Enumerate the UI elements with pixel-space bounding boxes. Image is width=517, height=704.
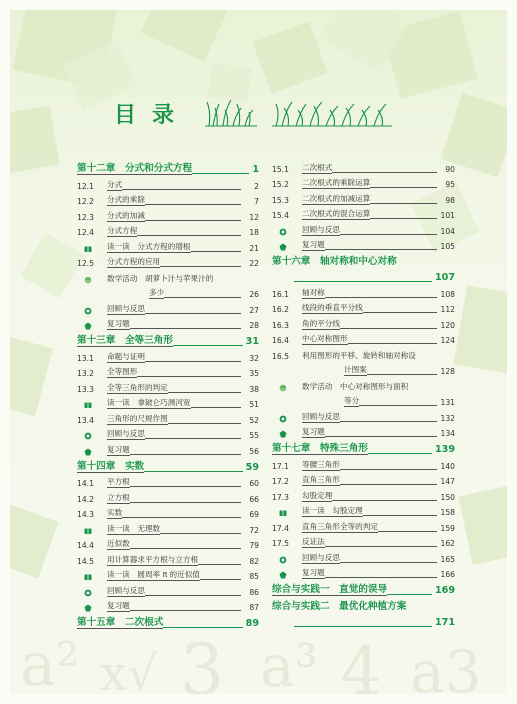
toc-entry-title: 复习题: [107, 601, 130, 610]
toc-page-number: 12: [249, 212, 259, 222]
toc-leader: [340, 328, 437, 329]
toc-entry-title: 回顾与反思: [302, 411, 340, 421]
review-icon: [83, 432, 93, 440]
toc-page-number: 150: [440, 492, 455, 502]
toc-leader: [359, 405, 437, 406]
toc-leader: [160, 533, 241, 534]
toc-leader: [168, 392, 241, 393]
toc-section-number: 16.2: [272, 305, 289, 314]
toc-chapter-title: 综合与实践二 最优化种植方案: [272, 601, 407, 612]
toc-page-number: 162: [440, 539, 455, 548]
exercise-icon: [278, 571, 288, 579]
toc-entry[interactable]: [77, 175, 259, 191]
read-icon: [83, 573, 93, 581]
toc-page-number: 86: [249, 587, 259, 597]
toc-page-number: 98: [445, 195, 455, 205]
toc-entry-title: 数学活动 中心对称图形与面积: [302, 381, 409, 391]
toc-chapter[interactable]: [77, 456, 259, 473]
toc-entry-title: 实数: [107, 508, 123, 517]
toc-entry[interactable]: [272, 486, 455, 502]
toc-page-number: 147: [440, 477, 455, 486]
toc-leader: [137, 376, 241, 377]
toc-entry[interactable]: [272, 205, 455, 221]
toc-entry[interactable]: [272, 517, 455, 533]
toc-page-number: 159: [440, 523, 455, 533]
toc-entry-title: 轴对称: [302, 287, 325, 297]
toc-entry-title: 复习题: [107, 319, 130, 328]
toc-chapter-title: 第十三章 全等三角形: [77, 332, 173, 347]
toc-entry-title: 分式方程: [107, 226, 138, 235]
toc-page-number: 32: [249, 353, 259, 363]
toc-leader: [332, 500, 437, 501]
toc-page-number: 120: [440, 320, 455, 330]
toc-entry[interactable]: [272, 220, 455, 236]
exercise-icon: [278, 243, 288, 251]
toc-page-number: 66: [249, 494, 259, 504]
toc-page-number: 95: [445, 180, 455, 189]
svg-text:3: 3: [180, 629, 225, 694]
toc-entry-title: 近似数: [107, 539, 130, 548]
toc-page-number: 51: [249, 400, 259, 409]
toc-entry-title: 勾股定理: [302, 490, 333, 500]
toc-leader: [130, 328, 241, 329]
toc-entry[interactable]: [272, 361, 455, 377]
toc-entry[interactable]: [77, 550, 259, 566]
toc-leader: [340, 562, 437, 563]
toc-section-number: 16.3: [272, 320, 289, 330]
exercise-icon: [83, 322, 93, 330]
toc-entry-title: 直角三角形: [302, 475, 340, 484]
toc-page-number: 105: [440, 242, 455, 251]
toc-section-number: 14.5: [77, 556, 94, 566]
toc-leader: [130, 610, 241, 611]
toc-entry[interactable]: [77, 535, 259, 551]
toc-leader: [370, 187, 437, 188]
toc-entry[interactable]: [272, 236, 455, 252]
toc-entry[interactable]: [272, 174, 455, 190]
toc-entry-title: 读一读 无理数: [107, 523, 161, 533]
toc-entry[interactable]: [77, 394, 259, 410]
toc-leader: [332, 172, 437, 173]
toc-page-number: 128: [440, 367, 455, 376]
exercise-icon: [83, 448, 93, 456]
toc-page-number: 27: [249, 305, 259, 315]
toc-page-number: 166: [440, 570, 455, 579]
toc-section-number: 14.1: [77, 479, 94, 488]
toc-page-number: 169: [434, 585, 455, 596]
toc-entry-title: 分式的乘除: [107, 195, 145, 204]
toc-entry[interactable]: [272, 330, 455, 346]
toc-entry-title: 直角三角形全等的判定: [302, 521, 378, 531]
toc-page-number: 87: [249, 603, 259, 612]
toc-section-number: 16.5: [272, 351, 289, 361]
toc-entry-title: 中心对称图形: [302, 334, 348, 343]
toc-entry-title: 读一读 勾股定理: [302, 506, 363, 515]
review-icon: [278, 556, 288, 564]
toc-chapter[interactable]: [77, 330, 259, 347]
toc-section-number: 17.1: [272, 461, 289, 471]
toc-entry[interactable]: [77, 488, 259, 504]
toc-chapter-title: 综合与实践一 直觉的误导: [272, 581, 387, 596]
read-icon: [278, 509, 288, 517]
toc-entry[interactable]: [77, 284, 259, 300]
exercise-icon: [83, 604, 93, 612]
toc-page-number: 22: [249, 259, 259, 268]
toc-leader: [368, 453, 432, 454]
toc-leader: [340, 234, 437, 235]
toc-page-number: 21: [249, 243, 259, 253]
exercise-icon: [278, 430, 288, 438]
toc-entry[interactable]: [272, 299, 455, 315]
toc-leader: [164, 297, 241, 298]
toc-entry[interactable]: [272, 345, 455, 361]
toc-entry[interactable]: [77, 566, 259, 582]
toc-section-number: 15.2: [272, 180, 289, 189]
toc-page-number: 85: [249, 572, 259, 581]
toc-entry[interactable]: [77, 299, 259, 315]
toc-chapter-title: 第十四章 实数: [77, 458, 144, 473]
review-icon: [83, 307, 93, 315]
toc-page-number: 28: [249, 321, 259, 330]
toc-section-number: 16.1: [272, 289, 289, 299]
toc-leader: [145, 204, 241, 205]
activity-icon: [83, 276, 93, 284]
toc-entry-title: 读一读 拿破仑巧测河宽: [107, 398, 191, 407]
toc-leader: [294, 626, 432, 627]
toc-entry-title: 回顾与反思: [302, 224, 340, 234]
toc-entry-title: 回顾与反思: [107, 429, 145, 438]
toc-page-number: 60: [249, 479, 259, 488]
toc-leader: [145, 361, 241, 362]
toc-page-number: 35: [249, 369, 259, 378]
toc-page-number: 1: [252, 164, 259, 175]
toc-leader: [348, 343, 437, 344]
toc-section-number: 12.2: [77, 197, 94, 206]
toc-leader: [163, 627, 242, 628]
svg-text:a3: a3: [410, 638, 482, 694]
toc-entry-title: 反证法: [302, 537, 325, 546]
toc-leader: [325, 436, 437, 437]
toc-entry[interactable]: [77, 378, 259, 394]
toc-entry[interactable]: [272, 407, 455, 423]
toc-entry[interactable]: [77, 315, 259, 331]
toc-chapter[interactable]: [77, 158, 259, 175]
toc-entry-title: 全等三角形的判定: [107, 382, 168, 392]
toc-entry-title: 等分: [344, 396, 360, 405]
toc-entry[interactable]: [272, 533, 455, 549]
grass-decoration-icon: [272, 96, 392, 128]
toc-entry[interactable]: [77, 440, 259, 456]
toc-entry-title: 立方根: [107, 492, 130, 502]
toc-page-number: 89: [245, 618, 259, 629]
toc-section-number: 13.2: [77, 369, 94, 378]
toc-entry[interactable]: [272, 314, 455, 330]
toc-entry[interactable]: [77, 409, 259, 425]
grass-decoration-icon: [205, 94, 257, 128]
toc-leader: [325, 249, 437, 250]
toc-leader: [144, 471, 242, 472]
toc-entry-title: 等腰三角形: [302, 459, 340, 469]
toc-section-number: 14.2: [77, 494, 94, 504]
toc-leader: [363, 515, 437, 516]
toc-chapter-page-row: [272, 612, 455, 628]
toc-entry[interactable]: [77, 581, 259, 597]
toc-entry-title: 计图案: [344, 365, 367, 374]
toc-entry[interactable]: [77, 253, 259, 269]
toc-section-number: 14.4: [77, 541, 94, 550]
toc-leader: [191, 251, 241, 252]
toc-entry-title: 二次根式的混合运算: [302, 209, 371, 218]
toc-leader: [145, 220, 241, 221]
toc-section-number: 17.5: [272, 539, 289, 548]
toc-page-number: 165: [440, 554, 455, 564]
toc-entry[interactable]: [272, 392, 455, 408]
toc-page-number: 26: [249, 290, 259, 299]
toc-leader: [137, 235, 241, 236]
toc-entry-title: 回顾与反思: [107, 585, 145, 595]
toc-leader: [145, 313, 241, 314]
toc-page-number: 108: [440, 289, 455, 299]
toc-entry[interactable]: [77, 347, 259, 363]
toc-entry-title: 命题与证明: [107, 351, 145, 361]
toc-entry-title: 复习题: [302, 240, 325, 249]
toc-leader: [191, 407, 241, 408]
toc-section-number: 16.4: [272, 336, 289, 345]
toc-page-number: 38: [249, 384, 259, 394]
toc-entry-title: 回顾与反思: [302, 552, 340, 562]
toc-entry[interactable]: [272, 548, 455, 564]
toc-entry[interactable]: [272, 502, 455, 518]
toc-page: [10, 10, 507, 694]
toc-section-number: 15.4: [272, 211, 289, 220]
activity-icon: [278, 384, 288, 392]
toc-entry[interactable]: [77, 268, 259, 284]
toc-leader: [325, 297, 437, 298]
toc-leader: [130, 486, 241, 487]
toc-page-number: 158: [440, 508, 455, 517]
toc-leader: [294, 281, 432, 282]
toc-leader: [340, 469, 437, 470]
toc-section-number: 15.3: [272, 195, 289, 205]
toc-page-number: 90: [445, 164, 455, 174]
toc-entry-title: 二次根式的乘除运算: [302, 178, 371, 187]
toc-leader: [192, 173, 249, 174]
toc-leader: [325, 546, 437, 547]
toc-page-number: 139: [434, 444, 455, 455]
toc-page-number: 52: [249, 415, 259, 425]
toc-entry[interactable]: [77, 237, 259, 253]
toc-entry[interactable]: [77, 363, 259, 379]
toc-leader: [130, 454, 241, 455]
toc-right-column: [272, 158, 455, 628]
toc-section-number: 13.3: [77, 384, 94, 394]
toc-leader: [387, 594, 432, 595]
toc-chapter[interactable]: [272, 438, 455, 455]
toc-page-number: 134: [440, 429, 455, 438]
toc-entry[interactable]: [272, 564, 455, 580]
toc-entry-title: 线段的垂直平分线: [302, 303, 363, 312]
toc-leader: [145, 438, 241, 439]
toc-page-number: 132: [440, 413, 455, 423]
toc-leader: [145, 595, 241, 596]
toc-leader: [160, 266, 241, 267]
toc-entry-title: 角的平分线: [302, 318, 340, 328]
toc-chapter-title: 第十二章 分式和分式方程: [77, 160, 192, 175]
toc-entry-title: 二次根式的加减运算: [302, 193, 371, 203]
toc-leader: [122, 189, 241, 190]
toc-entry-title: 回顾与反思: [107, 303, 145, 313]
toc-entry-title: 用计算器求平方根与立方根: [107, 554, 199, 564]
toc-chapter[interactable]: [272, 596, 455, 612]
toc-page-number: 107: [434, 272, 455, 283]
toc-page-number: 140: [440, 461, 455, 471]
toc-entry-title: 复习题: [302, 427, 325, 436]
toc-chapter[interactable]: [272, 251, 455, 267]
toc-leader: [340, 484, 437, 485]
toc-page-number: 7: [254, 197, 259, 206]
svg-text:x√: x√: [100, 646, 158, 694]
toc-leader: [198, 564, 241, 565]
toc-page-number: 55: [249, 431, 259, 440]
toc-chapter-title: 第十六章 轴对称和中心对称: [272, 256, 397, 267]
toc-leader: [325, 577, 437, 578]
toc-entry[interactable]: [77, 519, 259, 535]
toc-section-number: 12.5: [77, 259, 94, 268]
toc-entry-title: 读一读 圆周率 π 的近似值: [107, 570, 200, 579]
read-icon: [83, 527, 93, 535]
toc-page-number: 124: [440, 336, 455, 345]
toc-chapter-page-row: [272, 267, 455, 283]
toc-leader: [340, 421, 437, 422]
toc-page-number: 104: [440, 226, 455, 236]
toc-entry[interactable]: [77, 206, 259, 222]
toc-entry[interactable]: [77, 504, 259, 520]
toc-leader: [370, 218, 437, 219]
toc-section-number: 17.3: [272, 492, 289, 502]
toc-entry[interactable]: [272, 376, 455, 392]
toc-entry[interactable]: [77, 473, 259, 489]
toc-chapter-title: 第十七章 特殊三角形: [272, 440, 368, 455]
toc-leader: [367, 374, 437, 375]
review-icon: [83, 589, 93, 597]
toc-page-number: 79: [249, 541, 259, 550]
toc-entry-title: 复习题: [302, 568, 325, 577]
toc-entry-title: 分式的加减: [107, 210, 145, 220]
toc-page-number: 72: [249, 525, 259, 535]
toc-section-number: 13.4: [77, 415, 94, 425]
toc-section-number: 17.2: [272, 477, 289, 486]
read-icon: [83, 245, 93, 253]
toc-entry-title: 复习题: [107, 444, 130, 454]
toc-page-number: 2: [254, 181, 259, 191]
toc-leader: [130, 502, 241, 503]
toc-section-number: 17.4: [272, 523, 289, 533]
toc-entry[interactable]: [272, 158, 455, 174]
toc-leader: [363, 312, 437, 313]
toc-entry-title: 多少: [149, 288, 165, 297]
toc-leader: [200, 579, 241, 580]
toc-chapter[interactable]: [272, 579, 455, 596]
toc-section-number: 12.3: [77, 212, 94, 222]
toc-page-number: 69: [249, 510, 259, 519]
svg-text:a³: a³: [260, 632, 318, 694]
toc-entry[interactable]: [272, 423, 455, 439]
toc-entry-title: 利用图形的平移、旋转和轴对称设: [302, 350, 416, 360]
toc-entry[interactable]: [77, 222, 259, 238]
toc-entry[interactable]: [77, 597, 259, 613]
toc-page-number: 112: [440, 305, 455, 314]
toc-page-number: 59: [245, 461, 259, 473]
toc-entry-title: 三角形的尺规作图: [107, 413, 168, 423]
toc-entry[interactable]: [77, 191, 259, 207]
toc-leader: [122, 517, 241, 518]
toc-section-number: 12.4: [77, 228, 94, 237]
read-icon: [83, 401, 93, 409]
review-icon: [278, 415, 288, 423]
toc-page-number: 31: [245, 336, 259, 347]
toc-section-number: 12.1: [77, 181, 94, 191]
toc-leader: [370, 203, 437, 204]
svg-text:4: 4: [340, 633, 382, 694]
toc-chapter[interactable]: [77, 612, 259, 629]
toc-entry-title: 读一读 分式方程的增根: [107, 241, 191, 251]
toc-leader: [378, 531, 437, 532]
toc-leader: [130, 548, 241, 549]
toc-page-number: 18: [249, 228, 259, 237]
svg-text:a²: a²: [20, 630, 80, 694]
toc-entry-title: 二次根式: [302, 162, 333, 172]
toc-entry-title: 全等图形: [107, 367, 138, 376]
toc-leader: [173, 345, 243, 346]
toc-chapter-title: 第十五章 二次根式: [77, 614, 163, 629]
toc-section-number: 13.1: [77, 353, 94, 363]
toc-entry-title: 数学活动 胡萝卜汁与苹果汁的: [107, 273, 214, 283]
review-icon: [278, 228, 288, 236]
toc-entry[interactable]: [272, 283, 455, 299]
toc-entry-title: 平方根: [107, 477, 130, 486]
toc-page-number: 82: [249, 556, 259, 566]
toc-leader: [168, 423, 241, 424]
toc-page-number: 171: [434, 617, 455, 628]
toc-left-column: [77, 158, 259, 629]
toc-page-number: 101: [440, 211, 455, 220]
toc-page-number: 56: [249, 446, 259, 456]
toc-entry-title: 分式: [107, 179, 123, 189]
toc-entry-title: 分式方程的应用: [107, 257, 161, 266]
toc-entry[interactable]: [272, 471, 455, 487]
toc-entry[interactable]: [272, 455, 455, 471]
toc-section-number: 14.3: [77, 510, 94, 519]
toc-entry[interactable]: [77, 425, 259, 441]
page-title: 目录: [114, 102, 191, 128]
toc-page-number: 131: [440, 398, 455, 407]
toc-entry[interactable]: [272, 189, 455, 205]
toc-section-number: 15.1: [272, 164, 289, 174]
